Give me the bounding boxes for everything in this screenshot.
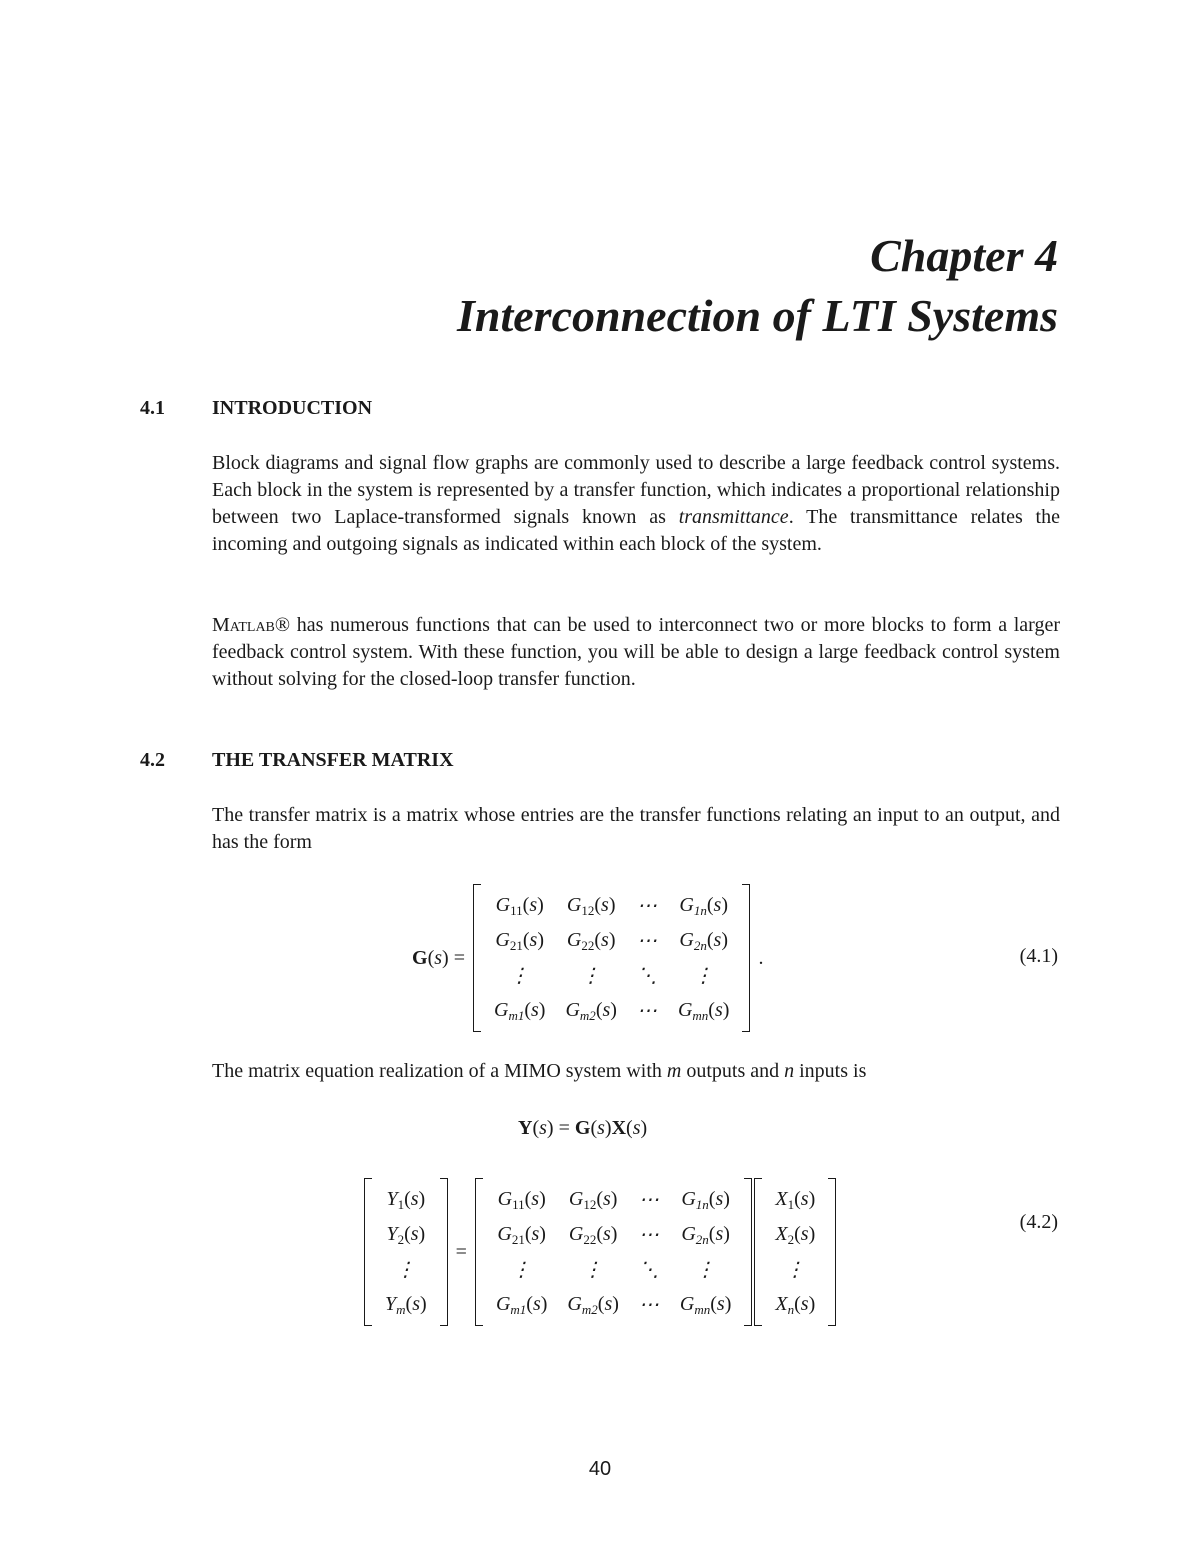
intro-text-a: Block diagrams and signal flow graphs are commonly used to describe a large feedback control systems. Each block in the system is represented by a transfer function, which indicates a proportional relationship between two Laplace-transformed signals known as [212,452,1060,528]
eq1-lhs: G(s) = [412,946,465,969]
page-number: 40 [588,1458,612,1480]
intro-text-b: . The transmittance relates the incoming and outgoing signals as indicated within each block of the system. [212,506,1060,555]
section-number: 4.1 [140,397,165,419]
mimo-var-n: n [784,1060,795,1082]
intro-paragraph-2 [212,612,1060,693]
intro-paragraph-1 [212,450,1060,558]
equation-number-4-1: (4.1) [1019,945,1058,967]
matlab-brand: Matlab® [212,614,291,636]
equation-number-4-2: (4.2) [1019,1211,1058,1233]
output-vector: $Y_1(s)$ $Y_2(s)$ ⋮ $Y_m(s)$ [364,1178,448,1326]
matrix-equation-compact: Y(s) = G(s)X(s) [518,1117,648,1139]
chapter-title: Interconnection of LTI Systems [456,290,1058,341]
mimo-var-m: m [666,1060,682,1082]
section-title: INTRODUCTION [212,397,373,419]
transfer-matrix: $G_{11}(s)$ $G_{12}(s)$ ⋯ $G_{1n}(s)$ $G_{21}(s)$ $G_{22}(s)$ ⋯ $G_{2n}(s)$ ⋮ ⋮ ⋱ ⋮ $G_{m1}(s)$ $G_{m2}(s)$ ⋯ $G_{mn}(s)$ [473,884,750,1032]
section-title: THE TRANSFER MATRIX [212,749,454,771]
mimo-paragraph [212,1058,1060,1085]
mimo-text-a: The matrix equation realization of a MIMO system with [212,1060,667,1082]
section-heading-4-1 [140,396,372,420]
input-vector: $X_1(s)$ $X_2(s)$ ⋮ $X_n(s)$ [754,1178,836,1326]
intro-text-c: has numerous functions that can be used to interconnect two or more blocks to form a larger feedback control system. With these function, you will be able to design a large feedback control system without solving for the closed-loop transfer function. [212,614,1060,690]
mimo-text-b: outputs and [681,1060,785,1082]
equation-4-2: $Y_1(s)$ $Y_2(s)$ ⋮ $Y_m(s)$ = $G_{11}(s)$ $G_{12}(s)$ ⋯ $G_{1n}(s)$ $G_{21}(s)$ $G_{22}(s)$ ⋯ $G_{2n}(s)$ ⋮ ⋮ ⋱ ⋮ $G_{m1}(s)$ $G_{m2}(s)$ ⋯ $G_{mn}(s)$ $X_1(s)$ $X_2(s)$ ⋮ $X_n(s)$ [364,1178,836,1326]
mimo-text-c: inputs is [794,1060,867,1082]
equation-4-1: G(s) = $G_{11}(s)$ $G_{12}(s)$ ⋯ $G_{1n}(s)$ $G_{21}(s)$ $G_{22}(s)$ ⋯ $G_{2n}(s)$ ⋮ ⋮ ⋱ ⋮ $G_{m1}(s)$ $G_{m2}(s)$ ⋯ $G_{mn}(s)$ . [412,884,771,1032]
section-number: 4.2 [140,749,165,771]
intro-italic-term: transmittance [678,506,789,528]
chapter-number: Chapter 4 [870,230,1058,281]
section-heading-4-2 [140,748,454,772]
transfer-matrix-2: $G_{11}(s)$ $G_{12}(s)$ ⋯ $G_{1n}(s)$ $G_{21}(s)$ $G_{22}(s)$ ⋯ $G_{2n}(s)$ ⋮ ⋮ ⋱ ⋮ $G_{m1}(s)$ $G_{m2}(s)$ ⋯ $G_{mn}(s)$ [475,1178,752,1326]
transfer-matrix-paragraph: The transfer matrix is a matrix whose entries are the transfer functions relating an input to an output, and has the form [212,804,1060,853]
